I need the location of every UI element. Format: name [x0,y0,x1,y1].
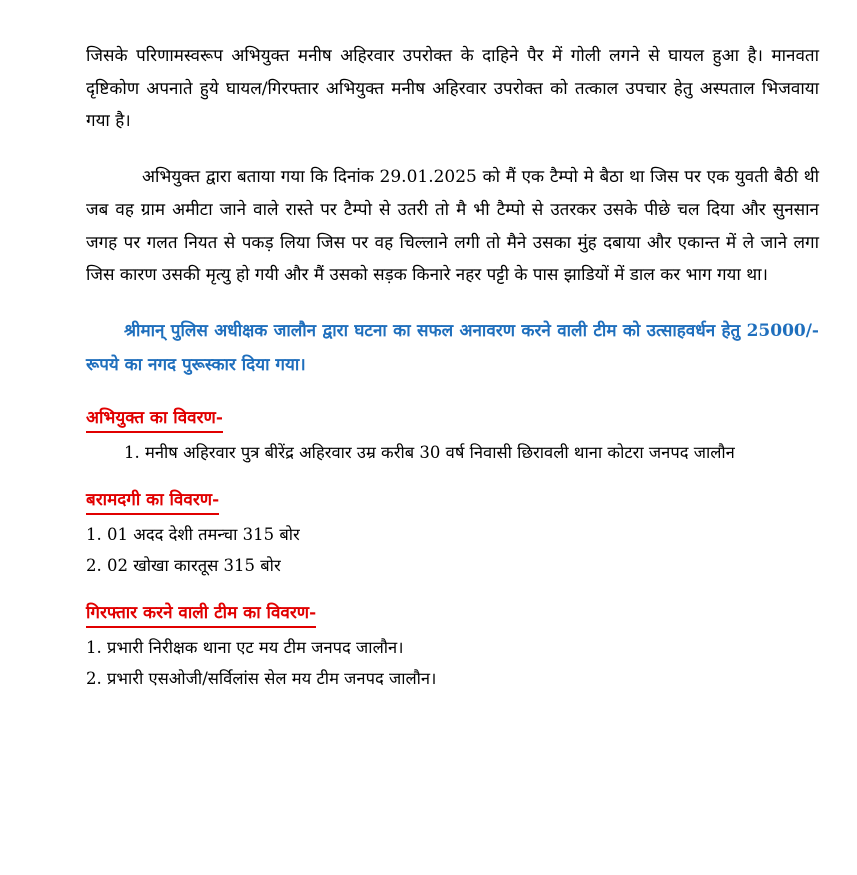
accused-heading: अभियुक्त का विवरण- [86,406,223,433]
accused-list [86,437,819,468]
team-section [86,601,819,694]
list-item: 1. 01 अदद देशी तमन्चा 315 बोर [86,524,300,544]
paragraph-confession: अभियुक्त द्वारा बताया गया कि दिनांक 29.01.2025 को मैं एक टैम्पो मे बैठा था जिस पर एक युवती बैठी थी जब वह ग्राम अमीटा जाने वाले रास्ते पर टैम्पो से उतरी तो मै भी टैम्पो से उतरकर उसके पीछे चल दिया और सुनसान जगह पर गलत नियत से पकड़ लिया जिस पर वह चिल्लाने लगी तो मैने उसका मुंह दबाया और एकान्त में ले जाने लगा जिस कारण उसकी मृत्यु हो गयी और मैं उसको सड़क किनारे नहर पट्टी के पास झाडियों में डाल कर भाग गया था। [86,167,819,286]
recovery-heading: बरामदगी का विवरण- [86,488,219,515]
list-item: 2. प्रभारी एसओजी/सर्विलांस सेल मय टीम जनपद जालौन। [86,668,437,688]
reward-announcement: श्रीमान् पुलिस अधीक्षक जालौन द्वारा घटना का सफल अनावरण करने वाली टीम को उत्साहवर्धन हेतु 25000/- रूपये का नगद पुरूस्कार दिया गया। [86,320,819,375]
team-list [86,632,819,694]
team-heading: गिरफ्तार करने वाली टीम का विवरण- [86,601,316,628]
accused-section [86,406,819,468]
list-item: 1. प्रभारी निरीक्षक थाना एट मय टीम जनपद जालौन। [86,637,404,657]
recovery-list [86,519,819,581]
paragraph-injury: जिसके परिणामस्वरूप अभियुक्त मनीष अहिरवार उपरोक्त के दाहिने पैर में गोली लगने से घायल हुआ है। मानवता दृष्टिकोण अपनाते हुये घायल/गिरफ्तार अभियुक्त मनीष अहिरवार उपरोक्त को तत्काल उपचार हेतु अस्पताल भिजवाया गया है। [86,46,819,132]
list-item: 1. मनीष अहिरवार पुत्र बीरेंद्र अहिरवार उम्र करीब 30 वर्ष निवासी छिरावली थाना कोटरा जनपद जालौन [124,442,735,462]
list-item: 2. 02 खोखा कारतूस 315 बोर [86,555,281,575]
recovery-section [86,488,819,581]
